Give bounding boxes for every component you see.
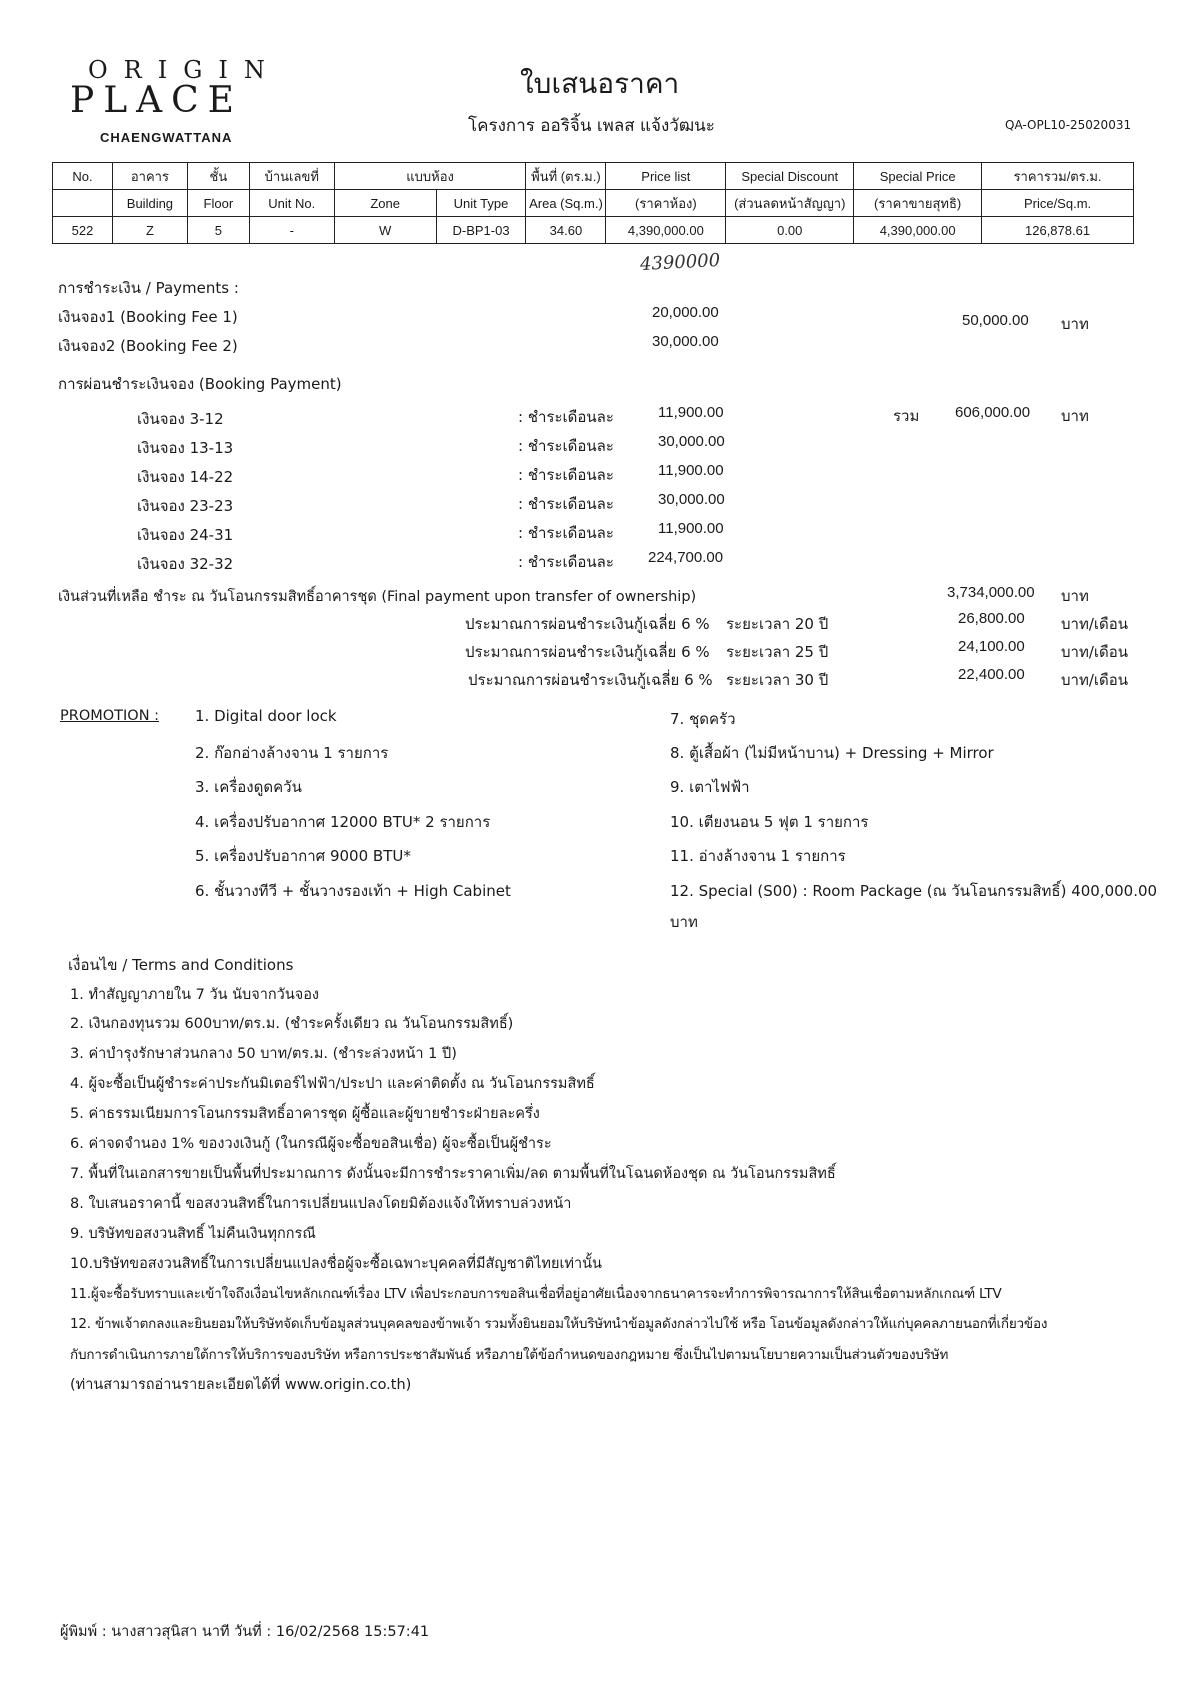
term-item: กับการดำเนินการภายใต้การให้บริการของบริษัท หรือการประชาสัมพันธ์ หรือภายใต้ข้อกำหนดของกฎหมาย ซึ่งเป็นไปตามนโยบายความเป็นส่วนตัวของบริษัท [70,1347,949,1363]
loan-term: ระยะเวลา 25 ปี [726,643,829,661]
th-building: Building [112,190,187,217]
term-item: 5. ค่าธรรมเนียมการโอนกรรมสิทธิ์อาคารชุด ผู้ซื้อและผู้ขายชำระฝ่ายละครึ่ง [70,1106,540,1122]
promotion-item-continued: บาท [670,913,698,931]
term-item: 4. ผู้จะซื้อเป็นผู้ชำระค่าประกันมิเตอร์ไฟฟ้า/ประปา และค่าติดตั้ง ณ วันโอนกรรมสิทธิ์ [70,1076,595,1092]
th-building-th: อาคาร [112,163,187,190]
term-item: 8. ใบเสนอราคานี้ ขอสงวนสิทธิ์ในการเปลี่ยนแปลงโดยมิต้องแจ้งให้ทราบล่วงหน้า [70,1196,572,1212]
th-price-sqm-th: ราคารวม/ตร.ม. [982,163,1134,190]
loan-estimate-label: ประมาณการผ่อนชำระเงินกู้เฉลี่ย 6 % [468,671,713,689]
promotion-heading: PROMOTION : [60,708,160,724]
installment-label: เงินจอง 32-32 [137,555,234,573]
th-unit-no: Unit No. [249,190,334,217]
promotion-item: 4. เครื่องปรับอากาศ 12000 BTU* 2 รายการ [195,813,491,831]
installment-label: เงินจอง 13-13 [137,439,234,457]
loan-estimate-label: ประมาณการผ่อนชำระเงินกู้เฉลี่ย 6 % [465,615,710,633]
term-item: 6. ค่าจดจำนอง 1% ของวงเงินกู้ (ในกรณีผู้จะซื้อขอสินเชื่อ) ผู้จะซื้อเป็นผู้ชำระ [70,1136,552,1152]
printed-by: ผู้พิมพ์ : นางสาวสุนิสา นาที วันที่ : 16/02/2568 15:57:41 [60,1624,430,1640]
booking-fee-2-amount: 30,000.00 [652,333,719,350]
term-item: 2. เงินกองทุนรวม 600บาท/ตร.ม. (ชำระครั้งเดียว ณ วันโอนกรรมสิทธิ์) [70,1016,514,1032]
installment-per-month: : ชำระเดือนละ [518,524,614,542]
th-price-list-th: (ราคาห้อง) [606,190,726,217]
cell-unit-type: D-BP1-03 [436,217,526,244]
quotation-ref: QA-OPL10-25020031 [1005,118,1132,132]
table-header-row-1 [53,163,1134,190]
th-no: No. [53,163,113,190]
promotion-item: 7. ชุดครัว [670,710,736,728]
installment-per-month: : ชำระเดือนละ [518,437,614,455]
cell-area: 34.60 [526,217,606,244]
booking-fee-1-label: เงินจอง1 (Booking Fee 1) [58,308,238,326]
loan-monthly-unit: บาท/เดือน [1061,643,1129,661]
booking-fee-1-amount: 20,000.00 [652,304,719,321]
th-net-price-th: (ราคาขายสุทธิ) [854,190,982,217]
term-item: 10.บริษัทขอสงวนสิทธิ์ในการเปลี่ยนแปลงชื่อผู้จะซื้อเฉพาะบุคคลที่มีสัญชาติไทยเท่านั้น [70,1256,602,1272]
logo-location: CHAENGWATTANA [100,130,233,145]
cell-no: 522 [53,217,113,244]
installment-label: เงินจอง 24-31 [137,526,234,544]
unit-table [52,162,1134,244]
installment-per-month: : ชำระเดือนละ [518,495,614,513]
promotion-item: 5. เครื่องปรับอากาศ 9000 BTU* [195,847,411,865]
th-special-discount: Special Discount [726,163,854,190]
th-price-sqm: Price/Sq.m. [982,190,1134,217]
installment-label: เงินจอง 23-23 [137,497,234,515]
handwritten-note: 4390000 [639,249,721,276]
th-area-th: พื้นที่ (ตร.ม.) [526,163,606,190]
booking-fee-2-label: เงินจอง2 (Booking Fee 2) [58,337,238,355]
loan-monthly-amount: 22,400.00 [958,666,1025,683]
term-item: 1. ทำสัญญาภายใน 7 วัน นับจากวันจอง [70,987,320,1003]
th-floor: Floor [187,190,249,217]
installment-total-label: รวม [893,407,920,425]
cell-price-sqm: 126,878.61 [982,217,1134,244]
logo-origin: ORIGIN [88,56,281,84]
term-item: 3. ค่าบำรุงรักษาส่วนกลาง 50 บาท/ตร.ม. (ชำระล่วงหน้า 1 ปี) [70,1046,457,1062]
term-item: 12. ข้าพเจ้าตกลงและยินยอมให้บริษัทจัดเก็บข้อมูลส่วนบุคคลของข้าพเจ้า รวมทั้งยินยอมให้บริษัทนำข้อมูลดังกล่าวไปใช้ หรือ โอนข้อมูลดังกล่าวให้แก่บุคคลภายนอกที่เกี่ยวข้อง [70,1316,1048,1332]
th-unit-type: Unit Type [436,190,526,217]
installment-amount: 30,000.00 [658,491,725,508]
installment-amount: 11,900.00 [658,520,724,537]
promotion-item: 12. Special (S00) : Room Package (ณ วันโอนกรรมสิทธิ์) 400,000.00 [670,882,1158,900]
table-row [53,217,1134,244]
promotion-item: 6. ชั้นวางทีวี + ชั้นวางรองเท้า + High Cabinet [195,882,511,900]
th-area: Area (Sq.m.) [526,190,606,217]
terms-heading: เงื่อนไข / Terms and Conditions [68,956,294,974]
th-room-type: แบบห้อง [334,163,526,190]
loan-monthly-unit: บาท/เดือน [1061,671,1129,689]
installment-per-month: : ชำระเดือนละ [518,408,614,426]
loan-term: ระยะเวลา 30 ปี [726,671,829,689]
th-discount-th: (ส่วนลดหน้าสัญญา) [726,190,854,217]
promotion-item: 11. อ่างล้างจาน 1 รายการ [670,847,846,865]
term-item: (ท่านสามารถอ่านรายละเอียดได้ที่ www.origin.co.th) [70,1377,412,1393]
term-item: 7. พื้นที่ในเอกสารขายเป็นพื้นที่ประมาณการ ดังนั้นจะมีการชำระราคาเพิ่ม/ลด ตามพื้นที่ในโฉนดห้องชุด ณ วันโอนกรรมสิทธิ์ [70,1166,836,1182]
installment-total: 606,000.00 [955,404,1031,421]
booking-payment-heading: การผ่อนชำระเงินจอง (Booking Payment) [58,375,342,393]
installment-amount: 224,700.00 [648,549,724,566]
loan-monthly-amount: 26,800.00 [958,610,1025,627]
promotion-item: 2. ก๊อกอ่างล้างจาน 1 รายการ [195,744,389,762]
th-floor-th: ชั้น [187,163,249,190]
booking-fee-currency: บาท [1061,315,1089,333]
logo-place: PLACE [70,80,243,121]
installment-amount: 30,000.00 [658,433,725,450]
term-item: 9. บริษัทขอสงวนสิทธิ์ ไม่คืนเงินทุกกรณี [70,1226,316,1242]
promotion-item: 10. เตียงนอน 5 ฟุต 1 รายการ [670,813,869,831]
final-payment-amount: 3,734,000.00 [947,584,1035,601]
installment-amount: 11,900.00 [658,462,724,479]
cell-unit-no: - [249,217,334,244]
loan-monthly-amount: 24,100.00 [958,638,1025,655]
cell-floor: 5 [187,217,249,244]
th-no-blank [53,190,113,217]
final-payment-label: เงินส่วนที่เหลือ ชำระ ณ วันโอนกรรมสิทธิ์อาคารชุด (Final payment upon transfer of ownership) [58,589,697,605]
promotion-item: 9. เตาไฟฟ้า [670,778,750,796]
installment-amount: 11,900.00 [658,404,724,421]
booking-fee-total: 50,000.00 [962,312,1029,329]
term-item: 11.ผู้จะซื้อรับทราบและเข้าใจถึงเงื่อนไขหลักเกณฑ์เรื่อง LTV เพื่อประกอบการขอสินเชื่อที่อยู่อาศัยเนื่องจากธนาคารจะทำการพิจารณาการให้สินเชื่อตามหลักเกณฑ์ LTV [70,1286,1002,1302]
cell-discount: 0.00 [726,217,854,244]
cell-special-price: 4,390,000.00 [854,217,982,244]
document-title: ใบเสนอราคา [520,67,680,100]
project-name: โครงการ ออริจิ้น เพลส แจ้งวัฒนะ [468,116,715,136]
promotion-item: 8. ตู้เสื้อผ้า (ไม่มีหน้าบาน) + Dressing + Mirror [670,744,994,762]
cell-price-list: 4,390,000.00 [606,217,726,244]
loan-monthly-unit: บาท/เดือน [1061,615,1129,633]
installment-label: เงินจอง 3-12 [137,410,224,428]
installment-total-currency: บาท [1061,407,1089,425]
th-price-list: Price list [606,163,726,190]
loan-estimate-label: ประมาณการผ่อนชำระเงินกู้เฉลี่ย 6 % [465,643,710,661]
promotion-item: 3. เครื่องดูดควัน [195,778,302,796]
th-unit-th: บ้านเลขที่ [249,163,334,190]
loan-term: ระยะเวลา 20 ปี [726,615,829,633]
cell-building: Z [112,217,187,244]
th-zone: Zone [334,190,436,217]
cell-zone: W [334,217,436,244]
th-special-price: Special Price [854,163,982,190]
table-header-row-2 [53,190,1134,217]
installment-per-month: : ชำระเดือนละ [518,466,614,484]
installment-label: เงินจอง 14-22 [137,468,234,486]
promotion-item: 1. Digital door lock [195,707,337,725]
payments-heading: การชำระเงิน / Payments : [58,279,239,297]
final-payment-currency: บาท [1061,587,1089,605]
installment-per-month: : ชำระเดือนละ [518,553,614,571]
